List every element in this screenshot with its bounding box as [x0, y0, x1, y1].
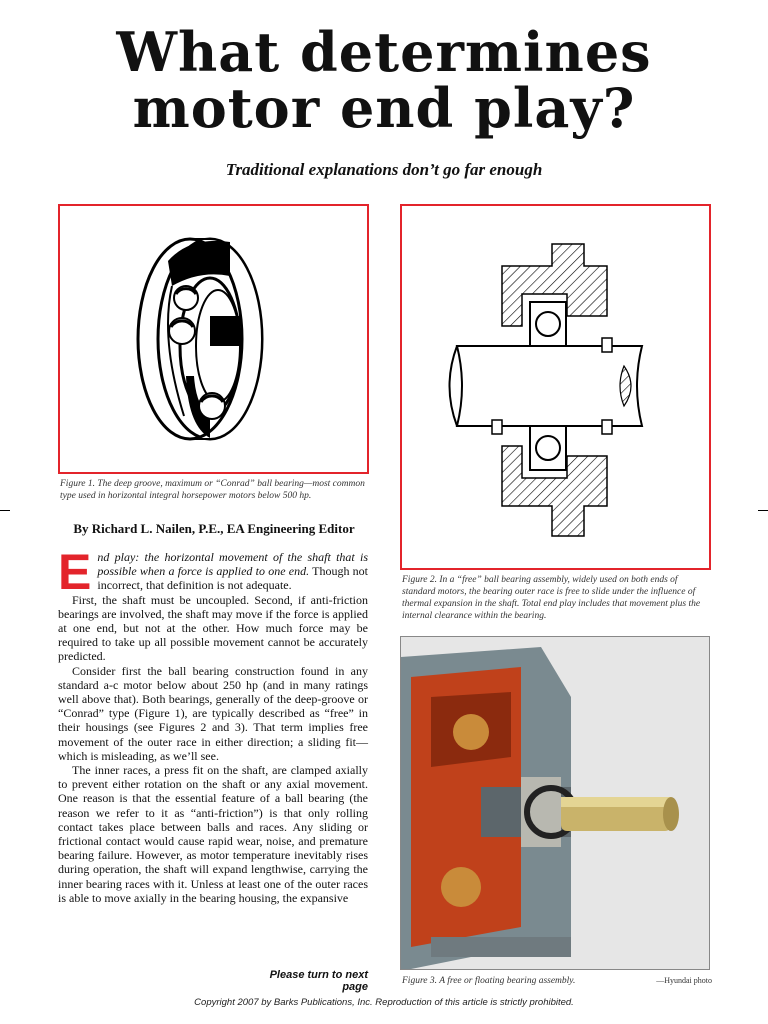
- copyright-notice: Copyright 2007 by Barks Publications, Inc. Reproduction of this article is strictly prohibited.: [194, 997, 574, 1008]
- lead-rest: Though not incorrect, that definition is not adequate.: [97, 564, 369, 593]
- figure-2-frame: [400, 204, 711, 570]
- bearing-assembly-cross-section: [402, 206, 709, 568]
- figure-3-caption: Figure 3. A free or floating bearing assembly.: [402, 976, 576, 986]
- ball-bearing-illustration: [60, 206, 367, 472]
- continue-link[interactable]: Please turn to next page: [269, 969, 368, 993]
- title-line-1: What determines: [116, 20, 652, 84]
- title-line-2: motor end play?: [132, 76, 636, 140]
- figure-1-caption: Figure 1. The deep groove, maximum or “Conrad” ball bearing—most common type used in horizontal integral horsepower motors below 500 hp.: [60, 479, 365, 501]
- article-body: [58, 544, 369, 905]
- lead-paragraph: [58, 544, 369, 600]
- figure-3-credit: —Hyundai photo: [656, 976, 712, 985]
- article-subtitle: Traditional explanations don’t go far enough: [225, 160, 543, 179]
- body-paragraph-1: First, the shaft must be uncoupled. Second, if anti-friction bearings are involved, the shaft may move if the force is applied at one end, but not at the other. How much force may be required to take up all possible movement cannot be accurately predicted.: [58, 592, 368, 664]
- body-paragraph-3: The inner races, a press fit on the shaft, are clamped axially to prevent either rotation on the shaft or any axial movement. One reason is that the essential feature of a ball bearing (the reason we refer to it as “anti-friction”) is that only rolling contact takes place between balls and races. Any sliding or frictional contact would cause rapid wear, noise, and premature bearing failure. However, as motor temperature inevitably rises during operation, the shaft will expand lengthwise, carrying the inner bearing races with it. Unless at least one of the outer races is able to move axially in the bearing housing, the expansive: [58, 763, 368, 905]
- crop-mark-right: [758, 510, 768, 511]
- byline: By Richard L. Nailen, P.E., EA Engineering Editor: [73, 521, 355, 536]
- figure-1-frame: [58, 204, 369, 474]
- article-title: [0, 20, 768, 140]
- motor-cutaway-photo: [401, 637, 710, 970]
- crop-mark-left: [0, 510, 10, 511]
- figure-2-caption: Figure 2. In a “free” ball bearing assembly, widely used on both ends of standard motors, the bearing outer race is free to slide under the influence of thermal expansion in the shaft. Total end play includes that movement plus the internal clearance within the bearing.: [402, 575, 701, 621]
- body-paragraph-2: Consider first the ball bearing construction found in any standard a-c motor below about 250 hp (and in many ratings well above that). Both bearings, generally of the deep-groove or “Conrad” type (Figure 1), are typically described as “free” in their housings (see Figures 2 and 3). That term implies free movement of the outer race in either direction; a sliding fit—which is misleading, as we’ll see.: [58, 663, 368, 763]
- lead-italic: nd play: the horizontal movement of the shaft that is possible when a force is applied to one end.: [97, 550, 368, 579]
- figure-3-photo: [400, 636, 710, 970]
- drop-cap: E: [58, 544, 92, 600]
